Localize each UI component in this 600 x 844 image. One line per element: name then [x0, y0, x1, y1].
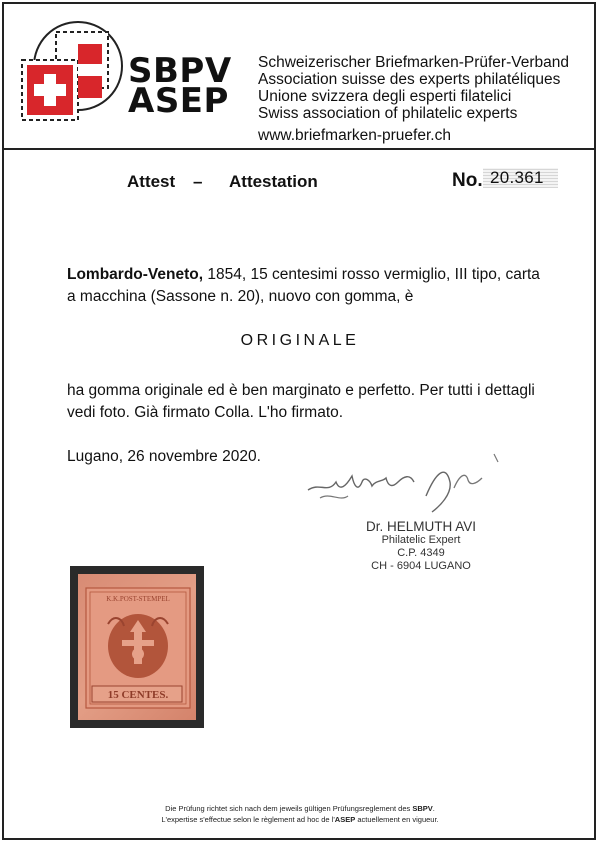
association-name-it: Unione svizzera degli esperti filatelici	[258, 88, 512, 105]
attest-dash: –	[193, 172, 203, 191]
place-date: Lugano, 26 novembre 2020.	[67, 448, 261, 465]
stamp-description-line1: 1854, 15 centesimi rosso vermiglio, III tipo, carta	[203, 266, 540, 283]
expert-name: Dr. HELMUTH AVI	[365, 519, 477, 534]
attestation-label: Attestation	[229, 172, 318, 191]
association-names	[258, 54, 569, 122]
stamp-photo	[70, 566, 204, 728]
stamp-description	[67, 264, 561, 308]
website-link[interactable]: www.briefmarken-pruefer.ch	[258, 127, 451, 144]
stamp-paper	[78, 574, 196, 720]
condition-details-line1: ha gomma originale ed è ben marginato e perfetto. Per tutti i dettagli	[67, 382, 535, 399]
footer-line-de-text: Die Prüfung richtet sich nach dem jeweils gültigen Prüfungsreglement des	[165, 804, 413, 813]
brand-name	[128, 51, 232, 121]
stamp-description-line2: a macchina (Sassone n. 20), nuovo con gomma, è	[67, 288, 414, 305]
expert-title: Philatelic Expert	[381, 534, 461, 546]
condition-details-line2: vedi foto. Già firmato Colla. L'ho firmato.	[67, 404, 344, 421]
footer-line-de-suffix: .	[432, 804, 435, 813]
attest-label: Attest	[127, 172, 176, 191]
stamp-region: Lombardo-Veneto,	[67, 266, 204, 283]
expert-stamp	[346, 519, 496, 573]
brand-sbpv: SBPV	[128, 51, 232, 91]
expert-city: CH - 6904 LUGANO	[371, 560, 471, 572]
brand-asep: ASEP	[128, 81, 229, 121]
footer-line-fr-bold: ASEP	[334, 815, 356, 824]
certificate-number: 20.361	[490, 168, 544, 187]
footer-line-de	[0, 803, 600, 814]
number-label: No.	[452, 170, 483, 191]
verdict: ORIGINALE	[240, 332, 360, 349]
header-divider	[2, 148, 596, 150]
association-name-de: Schweizerischer Briefmarken-Prüfer-Verband	[258, 54, 569, 71]
swiss-cross-stamp-icon	[18, 18, 128, 138]
footer-legal-notice	[0, 803, 600, 825]
footer-line-de-bold: SBPV	[412, 804, 433, 813]
condition-details	[67, 380, 561, 424]
footer-line-fr-suffix: actuellement en vigueur.	[355, 815, 439, 824]
footer-line-fr-text: L'expertise s'effectue selon le règlement ad hoc de l'	[161, 815, 335, 824]
stamp-top-text: K.K.POST-STEMPEL	[106, 595, 170, 603]
association-name-en: Swiss association of philatelic experts	[258, 105, 518, 122]
stamp-value-text: 15 CENTES.	[107, 689, 169, 701]
expert-po-box: C.P. 4349	[397, 547, 445, 559]
footer-line-fr	[0, 814, 600, 825]
association-name-fr: Association suisse des experts philatéliques	[258, 71, 561, 88]
